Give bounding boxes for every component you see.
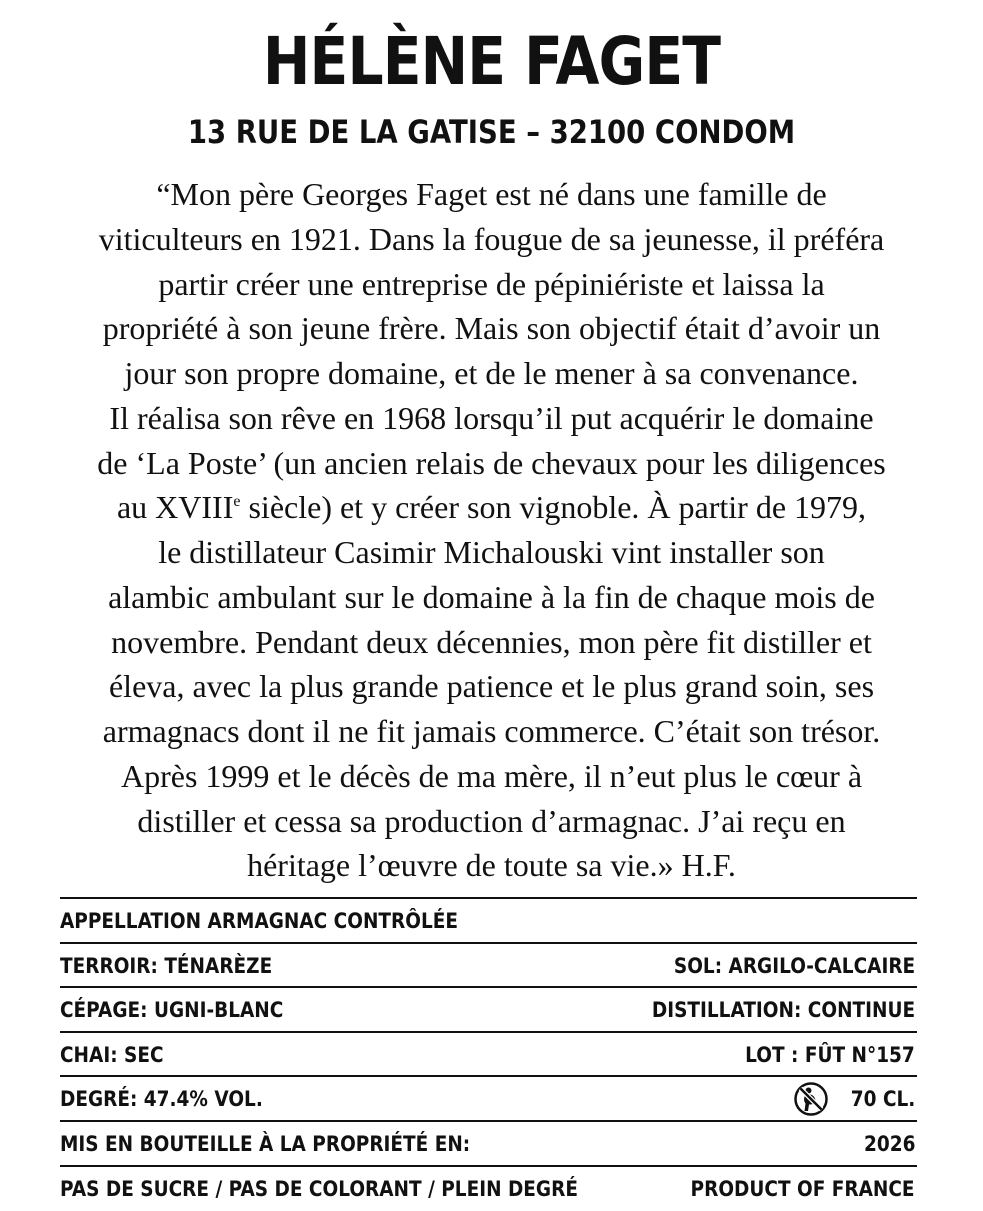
- detail-row-grape: [60, 986, 917, 1031]
- story-line: partir créer une entreprise de pépiniériste et laissa la: [158, 265, 825, 302]
- story-line: jour son propre domaine, et de le mener à sa convenance.: [124, 355, 859, 391]
- story-line: viticulteurs en 1921. Dans la fougue de sa jeunesse, il préféra: [98, 220, 885, 257]
- detail-row-claims: [60, 1165, 917, 1210]
- story-line: propriété à son jeune frère. Mais son objectif était d’avoir un: [102, 310, 881, 347]
- detail-row-appellation: [60, 897, 917, 942]
- producer-address: 13 RUE DE LA GATISE – 32100 CONDOM: [187, 113, 796, 151]
- detail-row-terroir: [60, 942, 917, 987]
- story-line: héritage l’œuvre de toute sa vie.» H.F.: [247, 847, 736, 884]
- grape-text: CÉPAGE: UGNI-BLANC: [60, 998, 284, 1023]
- terroir-text: TERROIR: TÉNARÈZE: [60, 953, 273, 978]
- detail-row-cellar: [60, 1031, 917, 1076]
- story-line: Il réalisa son rêve en 1968 lorsqu’il put acquérir le domaine: [109, 399, 874, 436]
- story-line: éleva, avec la plus grande patience et le plus grand soin, ses: [108, 668, 875, 705]
- soil-text: SOL: ARGILO-CALCAIRE: [673, 953, 915, 978]
- story-line: Après 1999 et le décès de ma mère, il n’eut plus le cœur à: [120, 757, 863, 794]
- claims-text: PAS DE SUCRE / PAS DE COLORANT / PLEIN DEGRÉ: [60, 1176, 578, 1201]
- story-line: alambic ambulant sur le domaine à la fin de chaque mois de: [108, 578, 875, 615]
- bottling-year: 2026: [863, 1131, 915, 1156]
- bottling-text: MIS EN BOUTEILLE À LA PROPRIÉTÉ EN:: [60, 1131, 471, 1156]
- detail-row-bottling: [60, 1120, 917, 1165]
- origin-text: PRODUCT OF FRANCE: [690, 1176, 915, 1201]
- century-superscript: e: [233, 493, 241, 511]
- story-line-part: au XVIII: [116, 489, 234, 526]
- appellation-text: APPELLATION ARMAGNAC CONTRÔLÉE: [60, 909, 458, 933]
- story-line: novembre. Pendant deux décennies, mon père fit distiller et: [111, 623, 872, 660]
- lot-text: LOT : FÛT N°157: [745, 1042, 915, 1067]
- story-line-part: siècle) et y créer son vignoble. À partir de 1979,: [240, 489, 867, 526]
- strength-text: DEGRÉ: 47.4% VOL.: [60, 1087, 263, 1112]
- story-line: armagnacs dont il ne fit jamais commerce. C’était son trésor.: [102, 713, 881, 749]
- story-line: de ‘La Poste’ (un ancien relais de chevaux pour les diligences: [97, 444, 886, 481]
- distillation-text: DISTILLATION: CONTINUE: [651, 998, 915, 1023]
- detail-row-strength: [60, 1075, 917, 1120]
- story-line: le distillateur Casimir Michalouski vint installer son: [158, 534, 825, 570]
- no-alcohol-pregnancy-icon: [793, 1081, 829, 1117]
- volume-text: 70 CL.: [850, 1087, 915, 1112]
- story-line: “Mon père Georges Faget est né dans une famille de: [156, 176, 827, 212]
- story-line: [40, 485, 943, 530]
- producer-story: [40, 172, 943, 888]
- product-details: [60, 897, 917, 1209]
- cellar-text: CHAI: SEC: [60, 1042, 164, 1067]
- story-line: distiller et cessa sa production d’armagnac. J’ai reçu en: [137, 802, 846, 839]
- producer-name: HÉLÈNE FAGET: [262, 23, 721, 100]
